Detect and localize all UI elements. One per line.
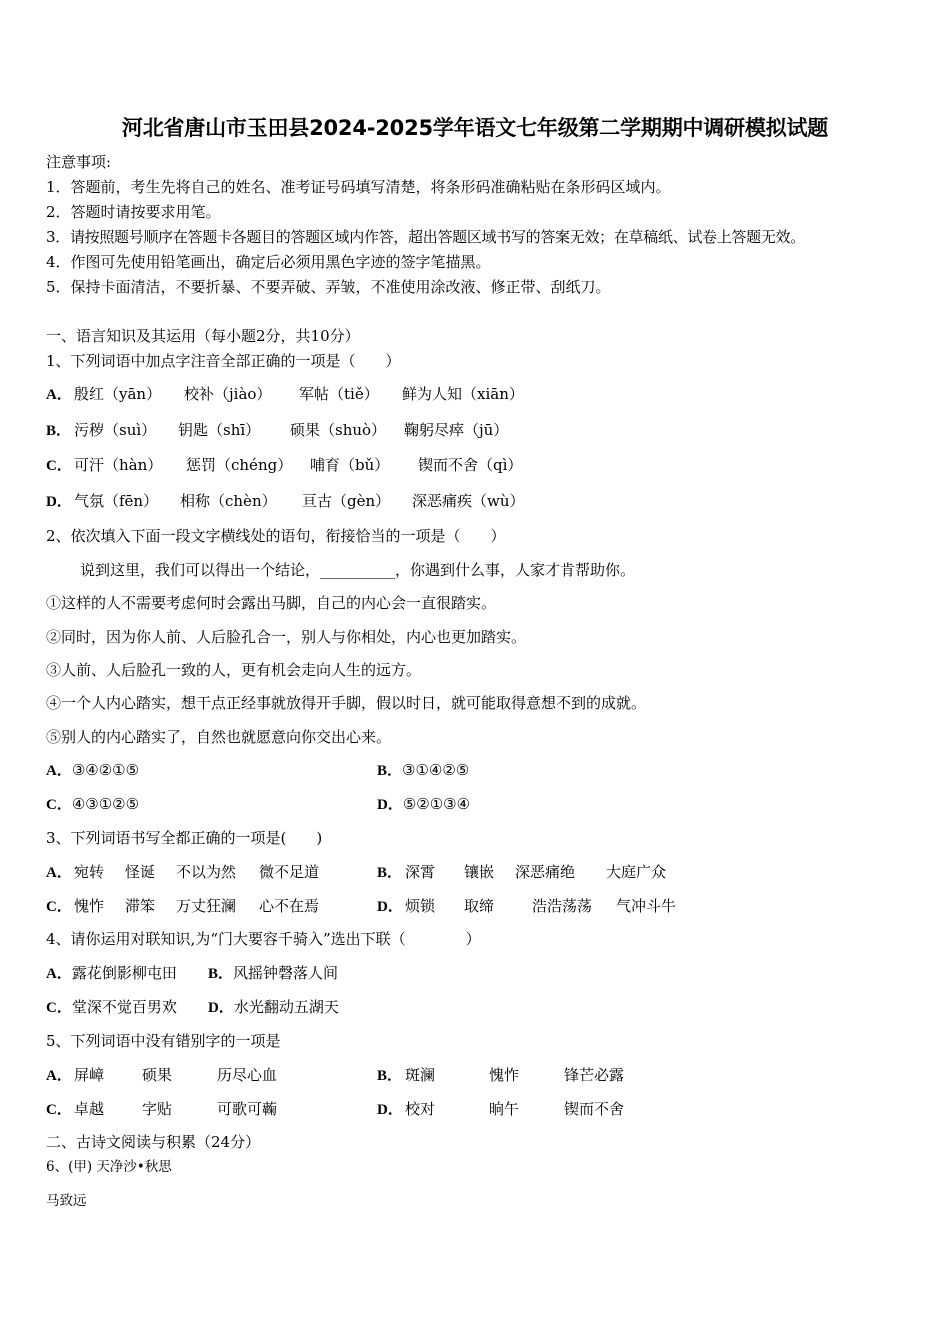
q3-a-item: 不以为然	[176, 863, 237, 881]
q5-stem: 5、下列词语中没有错别字的一项是	[46, 1032, 281, 1050]
q5-a-item: 硕果	[142, 1066, 173, 1084]
q3-b-item: 镶嵌	[464, 863, 495, 881]
q1-d-item: 亘古（gèn）	[302, 492, 391, 510]
q2-sentence-5: ⑤别人的内心踏实了，自然也就愿意向你交出心来。	[46, 728, 392, 746]
poem-author: 马致远	[46, 1193, 87, 1209]
q3-a-item: 宛转	[74, 863, 105, 881]
q5-option-b	[377, 1065, 402, 1086]
q3-d-item: 取缔	[464, 897, 495, 915]
q5-option-d	[377, 1099, 403, 1120]
q1-option-a	[46, 384, 72, 405]
q1-c-item: 可汗（hàn）	[74, 456, 163, 474]
option-label: A．	[46, 966, 72, 982]
option-text: ③④②①⑤	[71, 761, 140, 779]
option-text: 堂深不觉百男欢	[71, 998, 177, 1016]
q1-c-item: 哺育（bǔ）	[310, 456, 390, 474]
q2-option-c	[46, 794, 139, 815]
q1-b-item: 污秽（suì）	[74, 421, 157, 439]
q1-a-item: 殷红（yān）	[74, 385, 162, 403]
notice-item-3: 3．请按照题号顺序在答题卡各题目的答题区域内作答，超出答题区域书写的答案无效；在草稿纸、试卷上答题无效。	[46, 228, 805, 246]
q3-d-item: 气冲斗牛	[616, 897, 677, 915]
q1-d-item: 气氛（fēn）	[74, 492, 159, 510]
option-label: B．	[46, 423, 72, 439]
q3-d-item: 烦锁	[405, 897, 436, 915]
option-label: A．	[46, 865, 72, 881]
q4-option-a	[46, 963, 177, 984]
q5-d-item: 校对	[405, 1100, 436, 1118]
q5-option-a	[46, 1065, 72, 1086]
q3-stem: 3、下列词语书写全都正确的一项是( )	[46, 829, 323, 847]
option-text: 风摇钟磬落人间	[233, 964, 339, 982]
option-text: ④③①②⑤	[71, 795, 140, 813]
q1-option-b	[46, 420, 71, 441]
q3-c-item: 万丈狂澜	[176, 897, 237, 915]
notice-item-4: 4．作图可先使用铅笔画出，确定后必须用黑色字迹的签字笔描黑。	[46, 253, 491, 271]
option-label: B．	[377, 763, 403, 779]
q1-a-item: 鲜为人知（xiān）	[402, 385, 524, 403]
q4-option-d	[208, 997, 339, 1018]
q1-b-item: 鞠躬尽瘁（jū）	[404, 421, 509, 439]
q1-a-item: 军帖（tiě）	[299, 385, 379, 403]
q5-b-item: 锋芒必露	[564, 1066, 625, 1084]
option-label: D．	[208, 1000, 234, 1016]
q2-option-d	[377, 794, 470, 815]
option-label: C．	[46, 797, 72, 813]
option-label: D．	[377, 1102, 403, 1118]
q3-option-b	[377, 862, 402, 883]
q1-d-item: 深恶痛疾（wù）	[412, 492, 525, 510]
notice-item-1: 1．答题前，考生先将自己的姓名、准考证号码填写清楚，将条形码准确粘贴在条形码区域内。	[46, 178, 671, 196]
option-label: A．	[46, 763, 72, 779]
q2-sentence-4: ④一个人内心踏实，想干点正经事就放得开手脚，假以时日，就可能取得意想不到的成就。	[46, 694, 647, 712]
q5-d-item: 锲而不舍	[564, 1100, 625, 1118]
q5-c-item: 字贴	[142, 1100, 173, 1118]
section-2-heading: 二、古诗文阅读与积累（24分）	[46, 1133, 261, 1151]
option-label: D．	[377, 797, 403, 813]
notice-item-5: 5．保持卡面清洁，不要折暴、不要弄破、弄皱，不准使用涂改液、修正带、刮纸刀。	[46, 278, 611, 296]
q3-b-item: 深霄	[405, 863, 436, 881]
q2-option-b	[377, 760, 469, 781]
q3-d-item: 浩浩荡荡	[532, 897, 593, 915]
q2-sentence-1: ①这样的人不需要考虑何时会露出马脚，自己的内心会一直很踏实。	[46, 594, 497, 612]
q5-d-item: 晌午	[489, 1100, 520, 1118]
notice-item-2: 2．答题时请按要求用笔。	[46, 203, 221, 221]
q3-c-item: 愧怍	[74, 897, 105, 915]
q5-a-item: 历尽心血	[217, 1066, 278, 1084]
q5-option-c	[46, 1099, 72, 1120]
option-text: 水光翻动五湖天	[233, 998, 339, 1016]
q5-b-item: 愧怍	[489, 1066, 520, 1084]
option-label: A．	[46, 1068, 72, 1084]
q4-option-b	[208, 963, 338, 984]
q3-a-item: 微不足道	[259, 863, 320, 881]
q3-option-d	[377, 896, 403, 917]
q5-b-item: 斑澜	[405, 1066, 436, 1084]
option-label: B．	[377, 865, 403, 881]
page-title: 河北省唐山市玉田县2024-2025学年语文七年级第二学期期中调研模拟试题	[121, 116, 829, 140]
q3-option-c	[46, 896, 72, 917]
q2-stem: 2、依次填入下面一段文字横线处的语句，衔接恰当的一项是（ ）	[46, 527, 506, 545]
q2-option-a	[46, 760, 139, 781]
q1-stem: 1、下列词语中加点字注音全部正确的一项是（ ）	[46, 352, 401, 370]
q1-option-d	[46, 491, 72, 512]
q3-c-item: 滞笨	[125, 897, 156, 915]
q5-c-item: 可歌可蘜	[217, 1100, 278, 1118]
q3-c-item: 心不在焉	[259, 897, 320, 915]
option-label: C．	[46, 899, 72, 915]
q5-a-item: 屏嶂	[74, 1066, 105, 1084]
section-1-heading: 一、语言知识及其运用（每小题2分，共10分）	[46, 327, 360, 345]
option-label: C．	[46, 458, 72, 474]
q1-c-item: 惩罚（chéng）	[186, 456, 293, 474]
q3-b-item: 深恶痛绝	[515, 863, 576, 881]
option-label: D．	[377, 899, 403, 915]
notice-heading: 注意事项:	[46, 153, 112, 171]
q2-sentence-2: ②同时，因为你人前、人后脸孔合一，别人与你相处，内心也更加踏实。	[46, 628, 527, 646]
option-label: D．	[46, 494, 72, 510]
option-label: C．	[46, 1000, 72, 1016]
q3-option-a	[46, 862, 72, 883]
q1-a-item: 校补（jiào）	[184, 385, 272, 403]
option-label: C．	[46, 1102, 72, 1118]
q1-d-item: 相称（chèn）	[180, 492, 277, 510]
q2-passage: 说到这里，我们可以得出一个结论，__________，你遇到什么事，人家才肯帮助你。	[80, 561, 636, 579]
option-label: A．	[46, 387, 72, 403]
option-label: B．	[208, 966, 234, 982]
q4-option-c	[46, 997, 177, 1018]
q1-b-item: 硕果（shuò）	[290, 421, 387, 439]
q1-c-item: 锲而不舍（qì）	[418, 456, 523, 474]
option-label: B．	[377, 1068, 403, 1084]
q4-stem: 4、请你运用对联知识,为“门大要容千骑入”选出下联（ ）	[46, 930, 481, 948]
q5-c-item: 卓越	[74, 1100, 105, 1118]
option-text: ⑤②①③④	[402, 795, 471, 813]
q2-sentence-3: ③人前、人后脸孔一致的人，更有机会走向人生的远方。	[46, 661, 422, 679]
option-text: 露花倒影柳屯田	[71, 964, 177, 982]
q1-b-item: 钥匙（shī）	[178, 421, 261, 439]
q6-stem: 6、(甲) 天净沙•秋思	[46, 1159, 172, 1175]
q3-b-item: 大庭广众	[606, 863, 667, 881]
q3-a-item: 怪诞	[125, 863, 156, 881]
q1-option-c	[46, 455, 72, 476]
option-text: ③①④②⑤	[402, 761, 470, 779]
